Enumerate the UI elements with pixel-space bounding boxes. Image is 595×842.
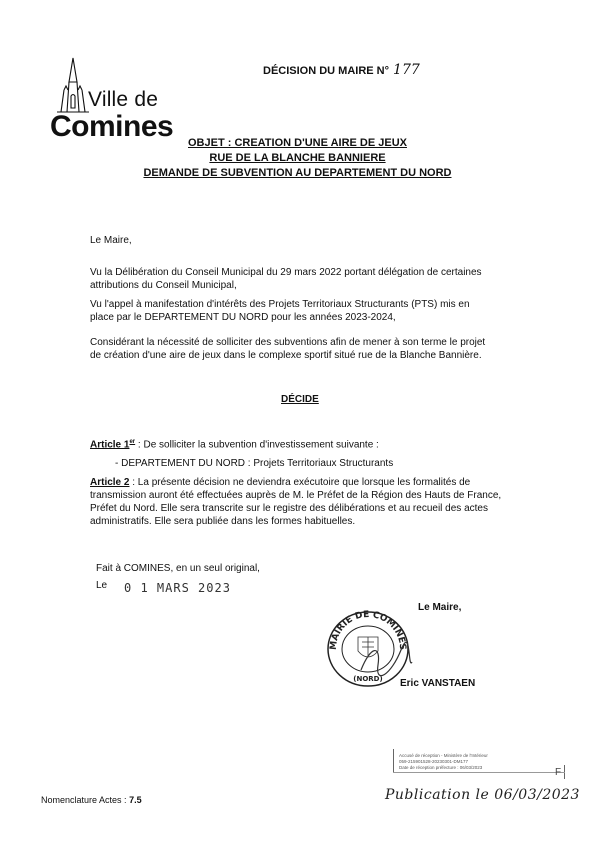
article-2-text-1: : La présente décision ne deviendra exécutoire que lorsque les formalités de	[129, 477, 471, 488]
publication-handwritten: Publication le 06/03/2023	[385, 787, 580, 803]
logo-text-comines: Comines	[50, 110, 174, 143]
article-1	[90, 436, 379, 451]
subsidy-list-item: - DEPARTEMENT DU NORD : Projets Territoriaux Structurants	[115, 458, 394, 469]
seal-top-text: MAIRIE DE COMINES	[328, 609, 408, 651]
seal-bottom-text: (NORD)	[353, 675, 383, 683]
article-2-line-3: Préfet du Nord. Elle sera transcrite sur le registre des délibérations et au recueil des actes	[90, 503, 488, 514]
nomenclature	[41, 795, 142, 805]
article-2-line-1	[90, 476, 470, 489]
article-2-line-2: transmission auront été effectuées auprès de M. le Préfet de la Région des Hauts de France,	[90, 490, 502, 501]
date-prefix: Le	[96, 580, 108, 591]
fait-a: Fait à COMINES, en un seul original,	[96, 563, 260, 574]
article-1-text: : De solliciter la subvention d'investissement suivante :	[135, 439, 379, 451]
nomenclature-value: 7.5	[129, 795, 142, 805]
stamp-border-left	[393, 749, 394, 773]
receipt-line-1: Accusé de réception - Ministère de l'Intérieur	[399, 753, 488, 758]
decision-header	[263, 62, 420, 78]
stamp-border-bottom	[393, 772, 565, 773]
signature	[356, 640, 416, 680]
salutation: Le Maire,	[90, 235, 132, 246]
object-line-2: RUE DE LA BLANCHE BANNIERE	[209, 152, 386, 164]
vu-2-line-1: Vu l'appel à manifestation d'intérêts des Projets Territoriaux Structurants (PTS) mis en	[90, 299, 470, 310]
vu-1-line-2: attributions du Conseil Municipal,	[90, 280, 237, 291]
considerant-line-1: Considérant la nécessité de solliciter des subventions afin de mener à son terme le projet	[90, 337, 486, 348]
logo-text-ville-de: Ville de	[88, 88, 159, 111]
date-stamp: 0 1 MARS 2023	[124, 581, 231, 595]
church-tower-icon	[55, 56, 91, 116]
receipt-line-3: Date de réception préfecture : 06/03/2023	[399, 765, 483, 770]
article-1-sup: er	[129, 439, 136, 445]
decision-title: DÉCISION DU MAIRE N°	[263, 65, 390, 77]
vu-1-line-1: Vu la Délibération du Conseil Municipal du 29 mars 2022 portant délégation de certaines	[90, 267, 482, 278]
decision-number: 177	[393, 62, 420, 78]
considerant-line-2: de création d'une aire de jeux dans le complexe sportif situé rue de la Blanche Bannière.	[90, 350, 482, 361]
nomenclature-label: Nomenclature Actes :	[41, 795, 127, 805]
article-2-label: Article 2	[90, 477, 130, 488]
prefecture-receipt-stamp	[393, 749, 565, 779]
stamp-letter: F	[555, 767, 562, 778]
decide-heading: DÉCIDE	[281, 394, 319, 405]
mayor-name: Eric VANSTAEN	[400, 678, 476, 689]
vu-2-line-2: place par le DEPARTEMENT DU NORD pour les années 2023-2024,	[90, 312, 396, 323]
article-1-label: Article 1	[90, 439, 130, 451]
mayor-title: Le Maire,	[418, 602, 462, 613]
object-line-1: OBJET : CREATION D'UNE AIRE DE JEUX	[188, 137, 407, 149]
receipt-line-2: 059-215901528-20230301-DM177	[399, 759, 469, 764]
article-2-line-4: administratifs. Elle sera publiée dans les formes habituelles.	[90, 516, 356, 527]
object-line-3: DEMANDE DE SUBVENTION AU DEPARTEMENT DU NORD	[143, 167, 452, 179]
